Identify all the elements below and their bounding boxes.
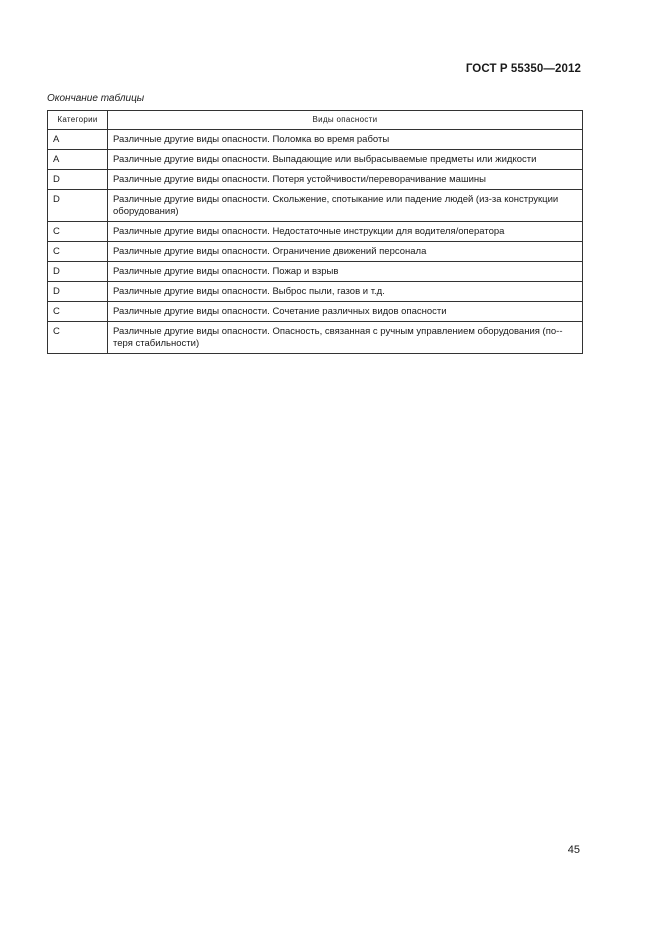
category-cell: D <box>48 190 108 222</box>
category-cell: C <box>48 222 108 242</box>
category-cell: D <box>48 282 108 302</box>
category-cell: D <box>48 170 108 190</box>
column-header-hazard: Виды опасности <box>108 111 583 130</box>
column-header-category: Категории <box>48 111 108 130</box>
category-cell: C <box>48 302 108 322</box>
table-row <box>48 282 583 302</box>
table-row <box>48 190 583 222</box>
table-caption: Окончание таблицы <box>47 93 145 104</box>
table-row <box>48 322 583 354</box>
hazard-cell: Различные другие виды опасности. Потеря устойчивости/переворачивание машины <box>108 170 583 190</box>
page-number: 45 <box>567 844 580 856</box>
hazard-cell: Различные другие виды опасности. Скольжение, спотыкание или падение людей (из-за конструкции оборудования) <box>108 190 583 222</box>
table-row <box>48 242 583 262</box>
hazard-cell: Различные другие виды опасности. Недостаточные инструкции для водителя/оператора <box>108 222 583 242</box>
hazard-cell: Различные другие виды опасности. Выброс пыли, газов и т.д. <box>108 282 583 302</box>
hazard-cell: Различные другие виды опасности. Опасность, связанная с ручным управлением оборудования (по-теря стабильности) <box>108 322 583 354</box>
category-cell: C <box>48 322 108 354</box>
hazard-cell: Различные другие виды опасности. Пожар и взрыв <box>108 262 583 282</box>
hazard-cell: Различные другие виды опасности. Сочетание различных видов опасности <box>108 302 583 322</box>
hazard-cell: Различные другие виды опасности. Выпадающие или выбрасываемые предметы или жидкости <box>108 150 583 170</box>
table-row <box>48 150 583 170</box>
table-row <box>48 302 583 322</box>
category-cell: C <box>48 242 108 262</box>
table-row <box>48 170 583 190</box>
hazard-cell: Различные другие виды опасности. Ограничение движений персонала <box>108 242 583 262</box>
table-row <box>48 130 583 150</box>
category-cell: D <box>48 262 108 282</box>
hazards-table <box>47 110 583 354</box>
table-row <box>48 222 583 242</box>
table-row <box>48 262 583 282</box>
category-cell: A <box>48 130 108 150</box>
standard-code: ГОСТ Р 55350—2012 <box>465 63 581 75</box>
table-header-row <box>48 111 583 130</box>
category-cell: A <box>48 150 108 170</box>
hazard-cell: Различные другие виды опасности. Поломка во время работы <box>108 130 583 150</box>
